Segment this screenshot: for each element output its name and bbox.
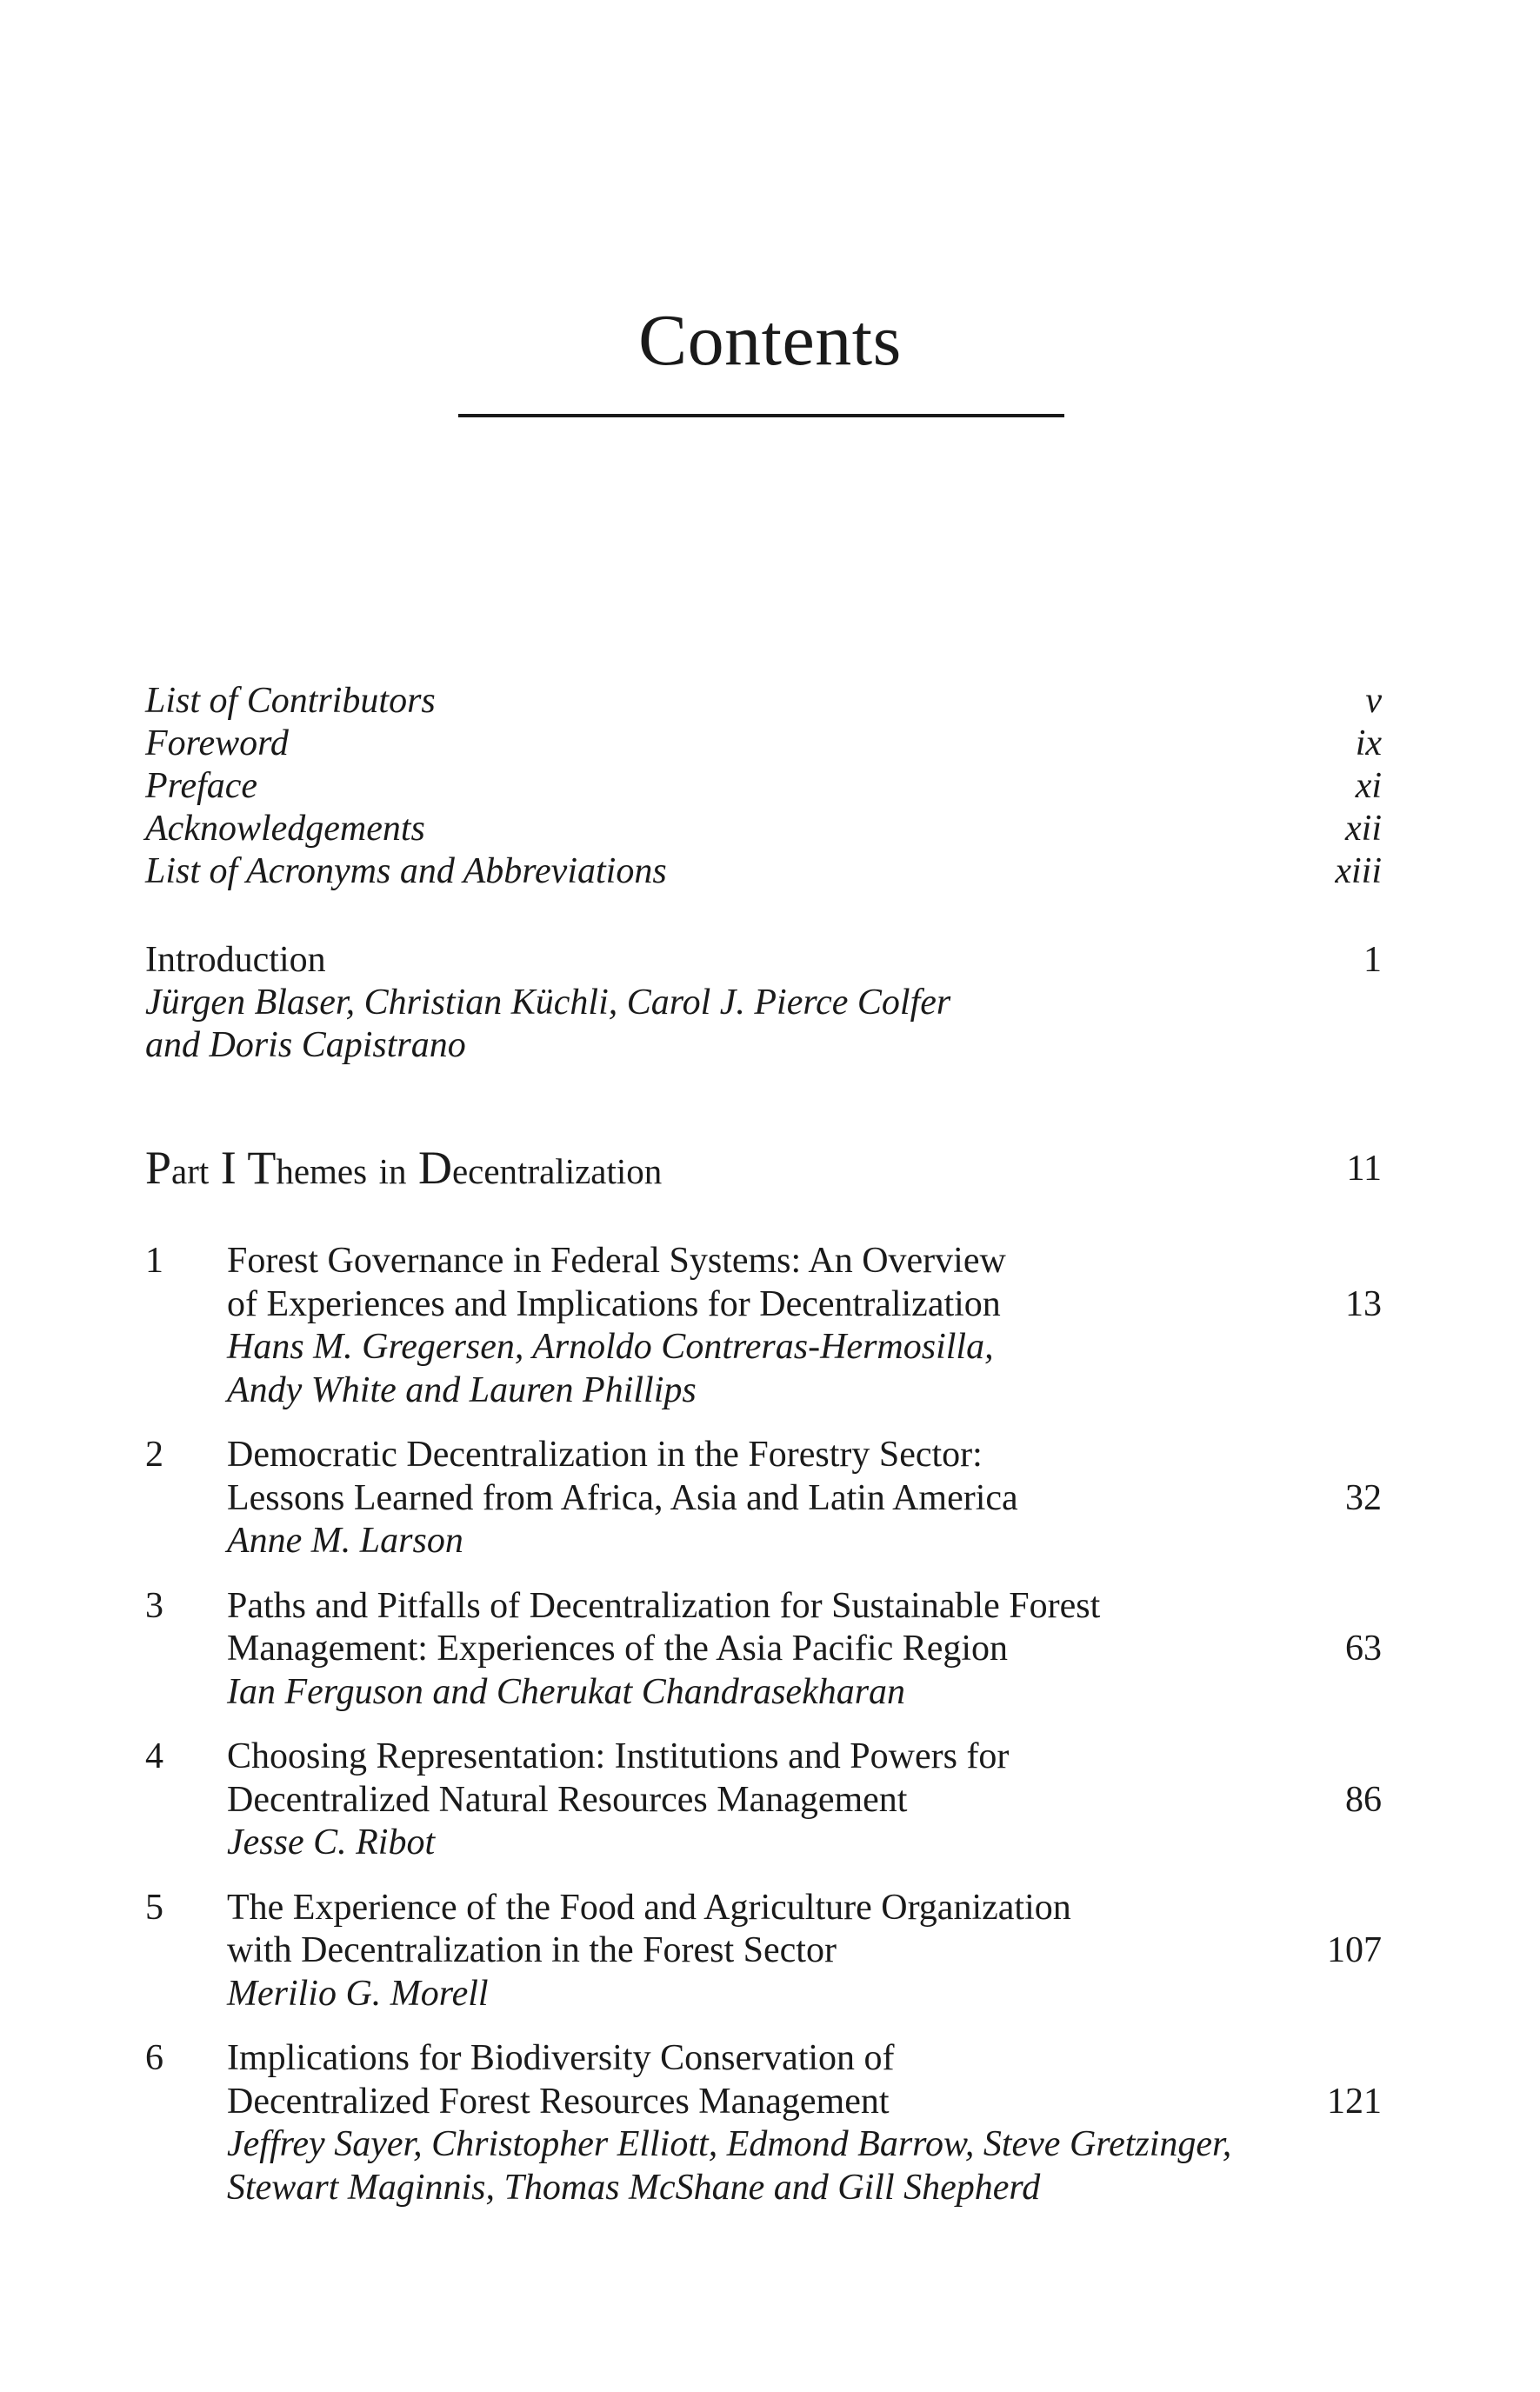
chapter-page: 13: [1345, 1283, 1382, 1324]
chapter-title-line: The Experience of the Food and Agriculture Organization: [227, 1887, 1071, 1928]
part-title: Part I Themes in Decentralization: [145, 1142, 663, 1194]
toc-entry-page: xi: [1355, 766, 1382, 806]
chapter-title-line: Implications for Biodiversity Conservation of: [227, 2038, 895, 2078]
toc-entry-label: Preface: [145, 766, 258, 806]
part-heading[interactable]: [145, 1133, 1382, 1203]
toc-chapter-3[interactable]: [145, 1585, 1382, 1715]
chapter-list: [145, 1240, 1382, 2231]
toc-chapter-1[interactable]: [145, 1240, 1382, 1412]
chapter-authors: Ian Ferguson and Cherukat Chandrasekharan: [227, 1671, 906, 1712]
toc-entry-label: Foreword: [145, 723, 289, 763]
introduction-authors: and Doris Capistrano: [145, 1025, 466, 1065]
chapter-title-line: with Decentralization in the Forest Sector: [227, 1930, 837, 1970]
chapter-authors: Stewart Maginnis, Thomas McShane and Gill Shepherd: [227, 2167, 1041, 2208]
chapter-page: 63: [1345, 1629, 1382, 1669]
chapter-title-line: Paths and Pitfalls of Decentralization for Sustainable Forest: [227, 1585, 1101, 1626]
chapter-title-line: Democratic Decentralization in the Forestry Sector:: [227, 1435, 983, 1475]
introduction-page: 1: [1363, 940, 1382, 980]
chapter-page: 121: [1327, 2081, 1382, 2122]
chapter-number: 2: [145, 1435, 163, 1475]
chapter-page: 86: [1345, 1779, 1382, 1820]
chapter-page: 107: [1327, 1930, 1382, 1970]
page-title: Contents: [638, 300, 902, 381]
introduction-label: Introduction: [145, 940, 326, 980]
chapter-number: 6: [145, 2038, 163, 2078]
chapter-number: 1: [145, 1241, 163, 1281]
introduction-authors: Jürgen Blaser, Christian Küchli, Carol J. Pierce Colfer: [145, 983, 951, 1023]
toc-entry-acronyms[interactable]: [145, 850, 1382, 893]
toc-chapter-4[interactable]: [145, 1736, 1382, 1865]
chapter-authors: Hans M. Gregersen, Arnoldo Contreras-Hermosilla,: [227, 1327, 994, 1367]
toc-entry-acknowledgements[interactable]: [145, 808, 1382, 850]
title-rule: [458, 414, 1064, 417]
toc-entry-page: xii: [1345, 809, 1382, 849]
chapter-title-line: of Experiences and Implications for Decentralization: [227, 1283, 1001, 1324]
chapter-number: 3: [145, 1585, 163, 1626]
toc-chapter-5[interactable]: [145, 1887, 1382, 2016]
chapter-title-line: Lessons Learned from Africa, Asia and Latin America: [227, 1477, 1018, 1518]
toc-entry-introduction[interactable]: [145, 939, 1382, 1067]
chapter-authors: Jeffrey Sayer, Christopher Elliott, Edmond Barrow, Steve Gretzinger,: [227, 2124, 1232, 2164]
toc-entry-label: List of Acronyms and Abbreviations: [145, 851, 667, 891]
chapter-title-line: Choosing Representation: Institutions and Powers for: [227, 1736, 1010, 1776]
toc-chapter-2[interactable]: [145, 1434, 1382, 1563]
toc-entry-page: xiii: [1335, 851, 1382, 891]
chapter-title-line: Forest Governance in Federal Systems: An Overview: [227, 1241, 1006, 1281]
toc-entry-page: v: [1365, 681, 1382, 721]
toc-entry-preface[interactable]: [145, 765, 1382, 808]
chapter-title-line: Management: Experiences of the Asia Pacific Region: [227, 1629, 1009, 1669]
toc-entry-label: Acknowledgements: [145, 809, 425, 849]
toc-entry-label: List of Contributors: [145, 681, 436, 721]
toc-entry-list-of-contributors[interactable]: [145, 680, 1382, 723]
chapter-authors: Anne M. Larson: [227, 1521, 463, 1561]
toc-entry-page: ix: [1355, 723, 1382, 763]
chapter-title-line: Decentralized Forest Resources Management: [227, 2081, 890, 2122]
chapter-number: 4: [145, 1736, 163, 1776]
chapter-authors: Andy White and Lauren Phillips: [227, 1369, 697, 1410]
chapter-authors: Jesse C. Ribot: [227, 1822, 436, 1862]
toc-entry-foreword[interactable]: [145, 723, 1382, 765]
chapter-authors: Merilio G. Morell: [227, 1973, 489, 2014]
chapter-title-line: Decentralized Natural Resources Management: [227, 1779, 908, 1820]
chapter-number: 5: [145, 1887, 163, 1928]
chapter-page: 32: [1345, 1477, 1382, 1518]
front-matter-list: [145, 680, 1382, 893]
part-page: 11: [1346, 1149, 1382, 1189]
toc-chapter-6[interactable]: [145, 2037, 1382, 2209]
